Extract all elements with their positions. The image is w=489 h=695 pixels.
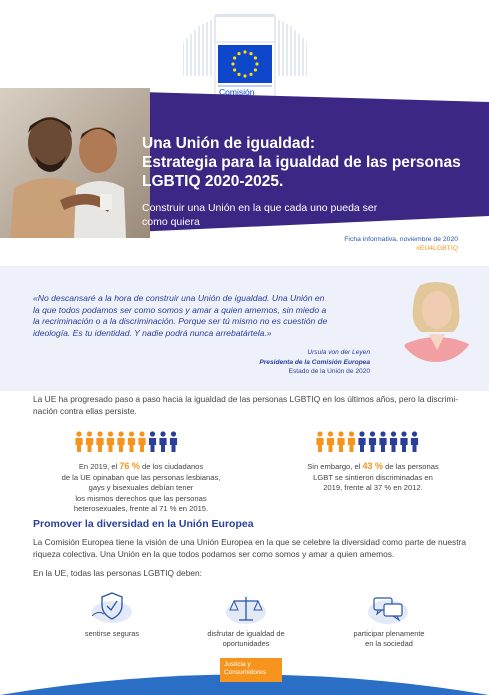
stat-left-line-3: gays y bisexuales debían tener	[88, 483, 194, 492]
label-feel-safe: sentirse seguras	[84, 629, 140, 638]
stat-right-line-2: LGBT se sintieron discriminadas en	[313, 472, 433, 482]
person-icon	[138, 431, 145, 452]
people-pictogram-left	[74, 431, 180, 453]
label-participate-line-2: en la sociedad	[365, 639, 413, 648]
logo-line-1: Comisión	[219, 87, 255, 97]
person-icon	[170, 431, 177, 452]
person-icon	[390, 431, 397, 452]
person-icon	[117, 431, 124, 452]
must-intro: En la UE, todas las personas LGBTIQ deben:	[33, 568, 202, 578]
section-body-line-2: riqueza colectiva. Una Unión en la que todos podamos ser como somos y amar a quien amemos.	[33, 549, 395, 559]
quote-line-1: «No descansaré a la hora de construir una Unión de igualdad. Una Unión en	[33, 293, 325, 303]
people-pictogram-right	[315, 431, 421, 453]
label-participate	[334, 629, 444, 649]
quote-author: Ursula von der Leyen	[307, 349, 370, 356]
person-icon	[337, 431, 344, 452]
portrait-photo	[395, 268, 477, 376]
hashtag: #EU4LGBTIQ	[416, 245, 458, 252]
person-icon	[358, 431, 365, 452]
label-equal-line-1: disfrutar de igualdad de	[207, 629, 285, 638]
quote-line-2: la que todos podamos ser como somos y amar a quien amemos, sin miedo a	[33, 304, 327, 315]
speech-bubbles-icon	[366, 592, 410, 626]
footer-line-1: Justicia y	[224, 661, 251, 668]
title-line-2: Estrategia para la igualdad de las personas	[142, 154, 461, 171]
quote-text	[33, 293, 378, 339]
person-icon	[159, 431, 166, 452]
stat-left-line-2: de la UE opinaban que las personas lesbianas,	[61, 472, 221, 482]
label-equal-opportunities	[190, 629, 302, 649]
intro-paragraph	[33, 393, 463, 417]
person-icon	[149, 431, 156, 452]
section-heading: Promover la diversidad en la Unión Europea	[33, 518, 254, 530]
person-icon	[107, 431, 114, 452]
page-subtitle	[142, 201, 402, 229]
label-equal-line-2: oportunidades	[222, 639, 270, 648]
person-icon	[411, 431, 418, 452]
intro-line-2: nación contra ellas persiste.	[33, 406, 137, 416]
stat-discrimination	[293, 461, 453, 494]
person-icon	[348, 431, 355, 452]
dg-justice-badge	[220, 658, 282, 682]
quote-attribution	[259, 348, 370, 377]
quote-author-role: Presidenta de la Comisión Europea	[259, 358, 370, 366]
quote-line-4: ideología. Es tu identidad. Y nadie podrá nunca arrebatártela.»	[33, 327, 272, 338]
person-icon	[96, 431, 103, 452]
footer-line-2: Consumidores	[224, 669, 266, 676]
title-line-1: Una Unión de igualdad:	[142, 135, 316, 152]
scales-icon	[224, 592, 268, 626]
person-icon	[86, 431, 93, 452]
quote-occasion: Estado de la Unión de 2020	[288, 368, 370, 375]
person-icon	[379, 431, 386, 452]
factsheet-date: Ficha informativa, noviembre de 2020	[344, 236, 458, 243]
person-icon	[369, 431, 376, 452]
stat-support	[56, 461, 226, 515]
quote-line-3: la recriminación o a la discriminación. Porque ser tú mismo no es cuestión de	[33, 316, 328, 326]
stat-left-pre: En 2019, el	[78, 462, 120, 471]
couple-photo	[0, 88, 150, 238]
stat-left-post: de los ciudadanos	[139, 462, 204, 471]
label-participate-line-1: participar plenamente	[353, 629, 425, 638]
subtitle-line-1: Construir una Unión en la que cada uno pueda ser	[142, 202, 378, 214]
page-title	[142, 134, 472, 191]
section-body	[33, 536, 468, 560]
person-icon	[400, 431, 407, 452]
person-icon	[128, 431, 135, 452]
person-icon	[316, 431, 323, 452]
intro-line-1: La UE ha progresado paso a paso hacia la igualdad de las personas LGBTIQ en los últimos años, pero la discrimi-	[33, 394, 459, 404]
stat-right-percentage: 43 %	[362, 461, 384, 471]
section-body-line-1: La Comisión Europea tiene la visión de una Unión Europea en la que se celebre la diversidad como parte de nuestra	[33, 537, 466, 547]
shield-check-icon	[90, 590, 134, 624]
stat-left-line-4: los mismos derechos que las personas	[75, 493, 207, 503]
stat-left-line-5: heterosexuales, frente al 71 % en 2015.	[73, 504, 209, 513]
subtitle-line-2: como quiera	[142, 216, 200, 228]
stat-left-percentage: 76 %	[119, 461, 140, 471]
title-line-3: LGBTIQ 2020-2025.	[142, 173, 284, 190]
stat-right-post: de las personas	[383, 462, 439, 471]
factsheet-info	[344, 235, 458, 253]
person-icon	[75, 431, 82, 452]
stat-right-pre: Sin embargo, el	[307, 462, 363, 471]
person-icon	[327, 431, 334, 452]
stat-right-line-3: 2019, frente al 37 % en 2012.	[323, 483, 423, 492]
